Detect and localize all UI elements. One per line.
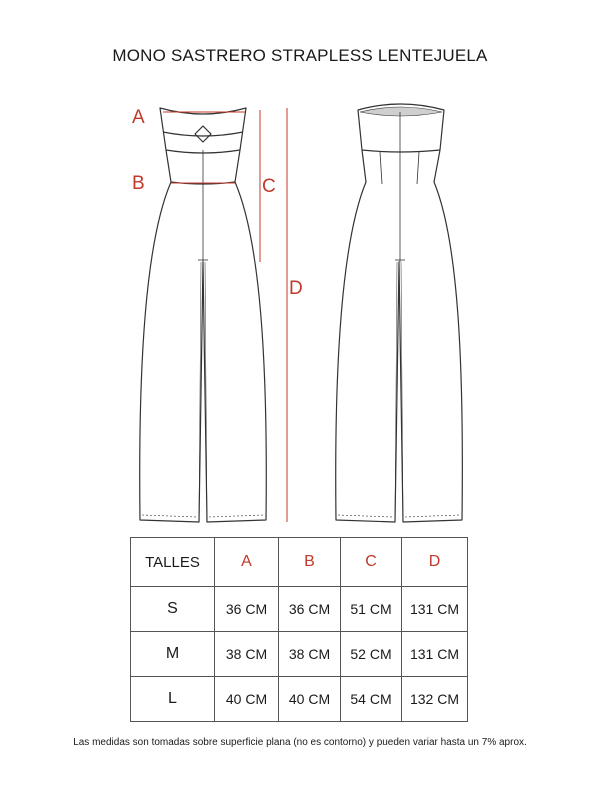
table-row: [131, 677, 468, 722]
table-cell: 51 CM: [341, 587, 402, 632]
table-cell: 52 CM: [341, 632, 402, 677]
size-table-header-d: D: [402, 538, 468, 587]
size-table-corner-header: TALLES: [131, 538, 215, 587]
measure-label-c: C: [262, 176, 276, 197]
table-row: [131, 632, 468, 677]
size-chart-table: [130, 537, 468, 722]
back-outline: [336, 104, 463, 522]
front-diamond-detail: [195, 126, 211, 142]
table-cell: 131 CM: [402, 587, 468, 632]
front-view-jumpsuit: [140, 108, 267, 522]
size-label: S: [131, 587, 215, 632]
table-cell: 36 CM: [279, 587, 341, 632]
back-dart-left: [380, 152, 382, 184]
back-hem-stitch: [338, 515, 460, 517]
size-table-header-b: B: [279, 538, 341, 587]
table-cell: 40 CM: [279, 677, 341, 722]
back-view-jumpsuit: [336, 104, 463, 522]
measure-label-b: B: [132, 173, 145, 194]
back-dart-right: [417, 152, 419, 184]
table-cell: 131 CM: [402, 632, 468, 677]
table-cell: 132 CM: [402, 677, 468, 722]
back-lining-shading: [360, 107, 442, 116]
size-table-header-row: [131, 538, 468, 587]
front-hem-stitch: [142, 515, 264, 517]
page-title: MONO SASTRERO STRAPLESS LENTEJUELA: [112, 46, 488, 65]
size-label: M: [131, 632, 215, 677]
measurement-lines: [163, 108, 287, 522]
table-cell: 40 CM: [215, 677, 279, 722]
measure-label-a: A: [132, 107, 145, 128]
table-cell: 54 CM: [341, 677, 402, 722]
size-table-header-c: C: [341, 538, 402, 587]
table-row: [131, 587, 468, 632]
table-cell: 36 CM: [215, 587, 279, 632]
measure-label-d: D: [289, 278, 303, 299]
back-bodice-line: [362, 150, 440, 152]
size-table-header-a: A: [215, 538, 279, 587]
table-cell: 38 CM: [215, 632, 279, 677]
front-bust-line: [163, 132, 243, 136]
size-label: L: [131, 677, 215, 722]
table-cell: 38 CM: [279, 632, 341, 677]
measurement-footnote: Las medidas son tomadas sobre superficie plana (no es contorno) y pueden variar hasta un 7% aprox.: [73, 737, 527, 748]
